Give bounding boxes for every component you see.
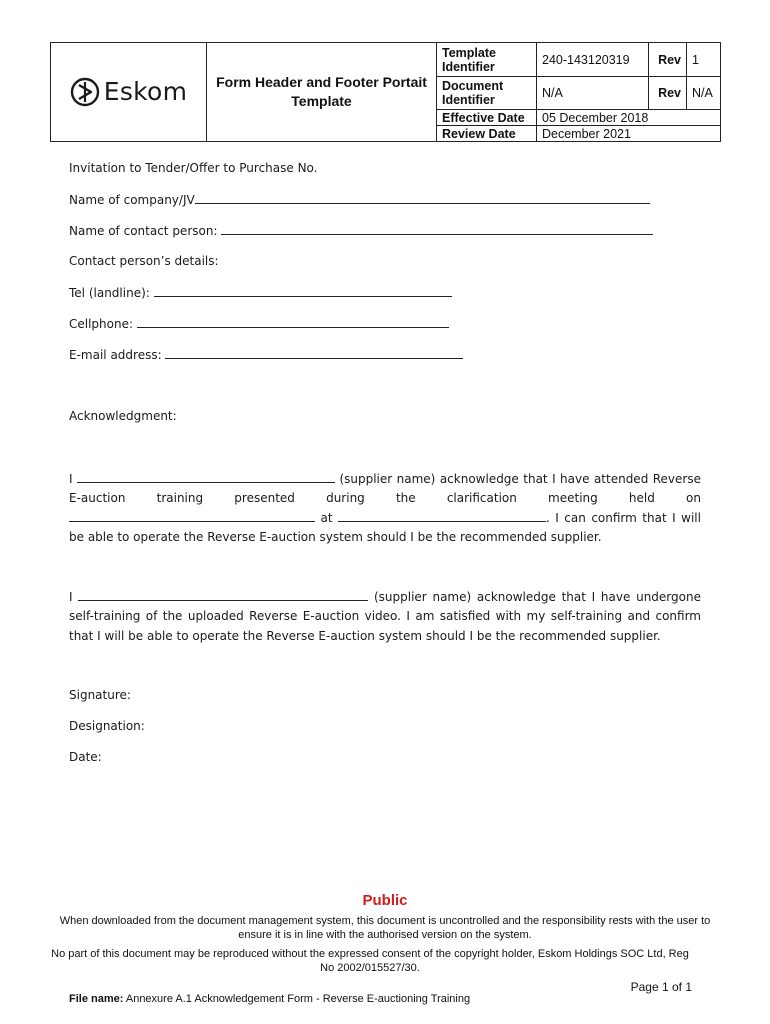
email-label: E-mail address:	[69, 348, 166, 362]
page-number: Page 1 of 1	[630, 980, 692, 994]
document-identifier-value: N/A	[537, 77, 649, 110]
company-blank[interactable]	[195, 192, 650, 204]
tel-label: Tel (landline):	[69, 286, 154, 300]
eskom-logo	[51, 77, 206, 107]
classification-label: Public	[362, 892, 408, 909]
file-name-value: Annexure A.1 Acknowledgement Form - Reverse E-auctioning Training	[125, 993, 471, 1005]
contact-person-label: Name of contact person:	[69, 224, 222, 238]
effective-date-value: 05 December 2018	[537, 110, 721, 126]
disclaimer-uncontrolled: When downloaded from the document management system, this document is uncontrolled and the responsibility rests with the user to ensure it is in line with the authorised version on the system.	[59, 915, 711, 941]
template-identifier-label: Template Identifier	[437, 43, 537, 77]
document-title: Form Header and Footer Portait Template	[207, 43, 437, 142]
template-identifier-value: 240-143120319	[537, 43, 649, 77]
email-field	[69, 347, 463, 362]
supplier-name-blank-1[interactable]	[77, 471, 335, 483]
date-label: Date:	[69, 750, 102, 764]
cellphone-label: Cellphone:	[69, 317, 137, 331]
contact-details-label: Contact person’s details:	[69, 254, 219, 268]
tel-blank[interactable]	[154, 285, 452, 297]
disclaimer-copyright: No part of this document may be reproduced without the expressed consent of the copyright holder, Eskom Holdings SOC Ltd, Reg No 2002/015527/30.	[51, 948, 689, 974]
email-blank[interactable]	[165, 347, 463, 359]
document-identifier-label: Document Identifier	[437, 77, 537, 110]
cellphone-blank[interactable]	[137, 316, 449, 328]
supplier-name-blank-2[interactable]	[78, 589, 368, 601]
form-header-table	[50, 42, 721, 142]
logo-cell	[51, 43, 207, 142]
file-name	[69, 993, 470, 1005]
tel-field	[69, 285, 452, 300]
para1-confirmation: . I can confirm that I will be able to operate the Reverse E-auction system should I be the recommended supplier.	[69, 510, 701, 544]
company-label: Name of company/JV	[69, 193, 195, 207]
effective-date-label: Effective Date	[437, 110, 537, 126]
acknowledgment-label: Acknowledgment:	[69, 409, 177, 423]
para1-text: (supplier name) acknowledge that I have attended Reverse E-auction training presented during the clarification meeting held on	[69, 472, 701, 506]
rev-label: Rev	[649, 77, 687, 110]
meeting-venue-blank[interactable]	[338, 510, 546, 522]
para2-text: (supplier name) acknowledge that I have undergone self-training of the uploaded Reverse E-auction video. I am satisfied with my self-training and confirm that I will be able to operate the Reverse E-auction system should I be the recommended supplier.	[69, 590, 701, 643]
invitation-label: Invitation to Tender/Offer to Purchase No.	[69, 161, 318, 175]
review-date-label: Review Date	[437, 126, 537, 142]
rev-label: Rev	[649, 43, 687, 77]
eskom-logo-text: Eskom	[103, 77, 188, 106]
acknowledgment-paragraph-2	[69, 588, 701, 646]
para1-pronoun: I	[69, 472, 73, 486]
meeting-date-blank[interactable]	[69, 510, 315, 522]
rev-value: 1	[687, 43, 721, 77]
contact-person-blank[interactable]	[221, 223, 653, 235]
designation-label: Designation:	[69, 719, 145, 733]
signature-label: Signature:	[69, 688, 131, 702]
contact-person-field	[69, 223, 653, 238]
eskom-logo-icon	[70, 77, 100, 107]
company-field	[69, 192, 650, 207]
para2-pronoun: I	[69, 590, 73, 604]
review-date-value: December 2021	[537, 126, 721, 142]
rev-value: N/A	[687, 77, 721, 110]
acknowledgment-paragraph-1	[69, 470, 701, 547]
cellphone-field	[69, 316, 449, 331]
file-name-label: File name:	[69, 993, 124, 1005]
para1-at: at	[320, 510, 333, 525]
